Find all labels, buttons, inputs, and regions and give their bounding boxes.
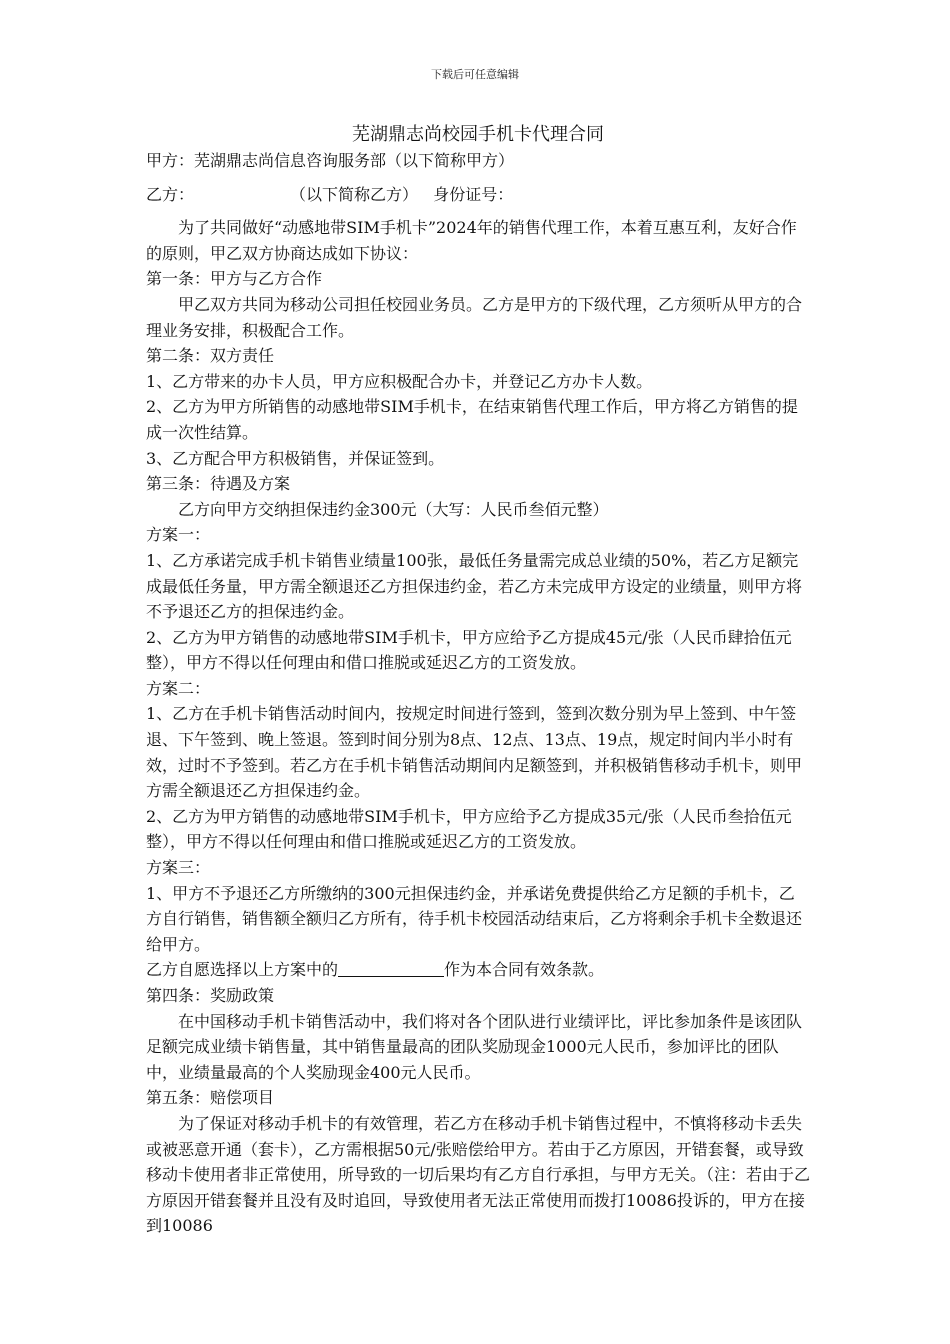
article-5-heading: 第五条：赔偿项目 (146, 1088, 275, 1108)
plan-2-heading: 方案二： (146, 678, 211, 698)
spacer (146, 207, 810, 215)
plan-3-heading: 方案三： (146, 858, 211, 878)
article-2-item: 3、乙方配合甲方积极销售，并保证签到。 (146, 448, 445, 468)
article-2-item: 1、乙方带来的办卡人员，甲方应积极配合办卡，并登记乙方办卡人数。 (146, 371, 653, 391)
contract-title: 芜湖鼎志尚校园手机卡代理合同 (352, 124, 604, 145)
article-4-body: 在中国移动手机卡销售活动中，我们将对各个团队进行业绩评比，评比参加条件是该团队足额完成业绩卡销售量，其中销售量最高的团队奖励现金1000元人民币，参加评比的团队中，业绩量最高的个人奖励现金400元人民币。 (146, 1011, 803, 1082)
header-note: 下载后可任意编辑 (431, 68, 519, 81)
plan-1-item: 1、乙方承诺完成手机卡销售业绩量100张，最低任务量需完成总业绩的50%，若乙方足额完成最低任务量，甲方需全额退还乙方担保违约金，若乙方未完成甲方设定的业绩量，则甲方将不予退还乙方的担保违约金。 (146, 550, 803, 622)
plan-1-heading: 方案一： (146, 525, 211, 545)
contract-document (146, 121, 810, 1239)
plan-2-item: 2、乙方为甲方销售的动感地带SIM手机卡，甲方应给予乙方提成35元/张（人民币叁拾伍元整），甲方不得以任何理由和借口推脱或延迟乙方的工资发放。 (146, 806, 792, 852)
plan-choice-blank[interactable] (338, 960, 444, 977)
choice-prefix: 乙方自愿选择以上方案中的 (146, 960, 339, 980)
article-3-heading: 第三条：待遇及方案 (146, 474, 291, 494)
party-b-line (146, 182, 810, 208)
article-5-body: 为了保证对移动手机卡的有效管理，若乙方在移动手机卡销售过程中，不慎将移动卡丢失或被恶意开通（套卡），乙方需根据50元/张赔偿给甲方。若由于乙方原因，开错套餐，或导致移动卡使用者非正常使用，所导致的一切后果均有乙方自行承担，与甲方无关。（注：若由于乙方原因开错套餐并且没有及时追回，导致使用者无法正常使用而拨打10086投诉的，甲方在接到10086 (146, 1113, 811, 1236)
article-4-heading: 第四条：奖励政策 (146, 986, 275, 1005)
plan-3-item: 1、甲方不予退还乙方所缴纳的300元担保违约金，并承诺免费提供给乙方足额的手机卡，乙方自行销售，销售额全额归乙方所有，待手机卡校园活动结束后，乙方将剩余手机卡全数退还给甲方。 (146, 883, 803, 954)
party-b-label: 乙方： (146, 184, 195, 204)
party-a-line: 甲方：芜湖鼎志尚信息咨询服务部（以下简称甲方） (146, 151, 515, 170)
plan-choice-line (146, 957, 810, 983)
article-2-item: 2、乙方为甲方所销售的动感地带SIM手机卡，在结束销售代理工作后，甲方将乙方销售的提成一次性结算。 (146, 397, 798, 442)
party-b-note: （以下简称乙方） (290, 184, 419, 204)
spacer (146, 174, 810, 182)
plan-1-item: 2、乙方为甲方销售的动感地带SIM手机卡，甲方应给予乙方提成45元/张（人民币肆拾伍元整），甲方不得以任何理由和借口推脱或延迟乙方的工资发放。 (146, 627, 792, 673)
deposit-line: 乙方向甲方交纳担保违约金300元（大写：人民币叁佰元整） (178, 499, 609, 519)
id-number-label: 身份证号： (433, 184, 514, 204)
plan-2-item: 1、乙方在手机卡销售活动时间内，按规定时间进行签到，签到次数分别为早上签到、中午签退、下午签到、晚上签退。签到时间分别为8点、12点、13点、19点，规定时间内半小时有效，过时不予签到。若乙方在手机卡销售活动期间内足额签到，并积极销售移动手机卡，则甲方需全额退还乙方担保违约金。 (146, 704, 803, 801)
article-1-heading: 第一条：甲方与乙方合作 (146, 269, 323, 289)
choice-suffix: 作为本合同有效条款。 (444, 960, 605, 980)
intro-paragraph: 为了共同做好“动感地带SIM手机卡”2024年的销售代理工作，本着互惠互利，友好合作的原则，甲乙双方协商达成如下协议： (146, 218, 797, 263)
article-2-heading: 第二条：双方责任 (146, 346, 275, 366)
article-1-body: 甲乙双方共同为移动公司担任校园业务员。乙方是甲方的下级代理，乙方须听从甲方的合理业务安排，积极配合工作。 (146, 294, 803, 340)
